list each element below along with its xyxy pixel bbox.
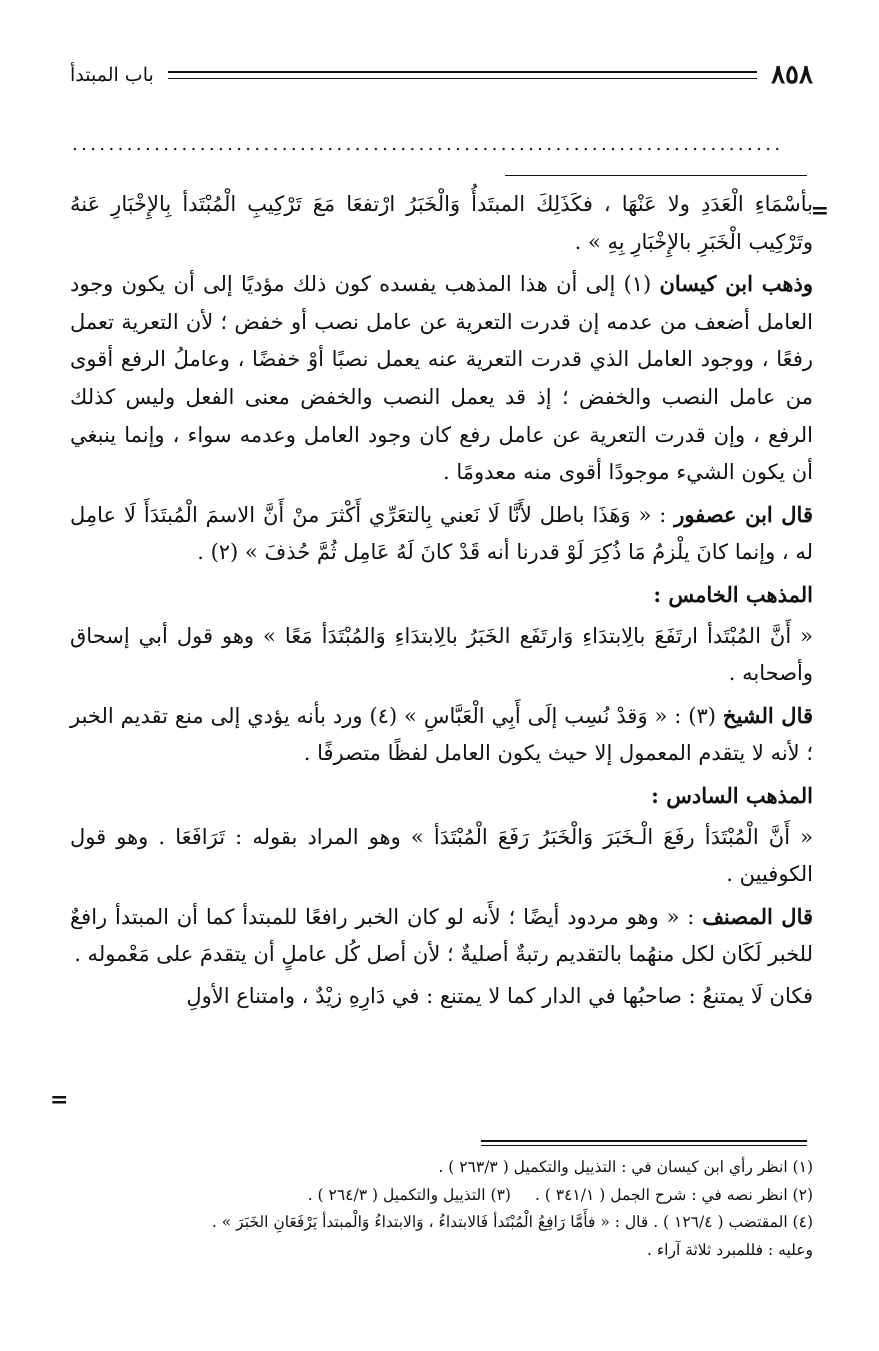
paragraph-text: فكان لَا يمتنعُ : صاحبُها في الدار كما لا يمتنع : في دَارِهِ زيْدٌ ، وامتناع الأولِ xyxy=(186,983,813,1008)
running-header xyxy=(70,58,813,92)
section-heading-fifth: المذهب الخامس : xyxy=(653,581,813,607)
paragraph-text: « أَنَّ المُبْتَدأ ارتَفَعَ بالِابتدَاءِ وَارتَفَع الخَبَرُ بالِابتدَاءِ وَالمُبْتَدَأ مَعًا » وهو قول أبي إسحاق وأصحابه . xyxy=(70,623,813,686)
paragraph-text: : « وهو مردود أيضًا ؛ لأَنه لو كان الخبر رافعًا للمبتدأ كما أن المبتدأ رافعٌ للخبر لَكَان لكل منهُما بالتقديم رتبةٌ أصليةٌ ؛ لأن أصل كُل عاملٍ أن يتقدمَ على مَعْموله . xyxy=(70,904,813,967)
footnote-4-cont: وعليه : فللمبرد ثلاثة آراء . xyxy=(647,1240,813,1259)
footnote-4: (٤) المقتضب ( ١٢٦/٤ ) . قال : « فأَمَّا رَافِعُ الْمُبْتَدأ فَالابتداءُ ، وَالابتداءُ وَالْمبتدأ يَرْفَعَانِ الخَبَرَ » . xyxy=(211,1213,813,1231)
paragraph-ibn-usfur xyxy=(70,496,813,572)
footnote-rule-thin xyxy=(481,1145,807,1146)
footnote-2-3 xyxy=(70,1182,813,1210)
main-text xyxy=(70,186,813,1015)
dotted-separator: .............................................................................. xyxy=(72,134,784,155)
paragraph-text: « أَنَّ الْمُبْتَدَأ رفَعَ الْـخَبَرَ وَالْخَبَرُ رَفَعَ الْمُبْتَدَأ » وهو المراد بقوله : تَرَافَعَا . وهو قول الكوفيين . xyxy=(70,824,813,887)
paragraph-text: (٣) : « وَقدْ نُسِب إلَى أَبِي الْعَبَّاسِ » (٤) ورد بأنه يؤدي إلى منع تقديم الخبر ؛ لأنه لا يتقدم المعمول إلا حيث يكون العامل لفظًا متصرفًا . xyxy=(70,703,813,766)
paragraph-text: (١) إلى أن هذا المذهب يفسده كون ذلك مؤديًا إلى أن يكون وجود العامل أضعف من عدمه إن قدرت التعرية عن عامل نصب أو خفض ؛ لأن التعرية تعمل رفعًا ، ووجود العامل الذي قدرت التعرية عنه يعمل نصبًا أوْ خفضًا ، وعاملُ الرفع أقوى من عامل النصب والخفض ؛ إذ قد يعمل النصب والخفض معنى الفعل وليس كذلك الرفع ، وإن قدرت التعرية عن عامل رفع كان وجود العامل وعدمه سواء ، وإنما ينبغي أن يكون الشيء موجودًا أقوى منه معدومًا . xyxy=(70,272,813,485)
section-heading-sixth: المذهب السادس : xyxy=(651,782,813,808)
paragraph-musannif xyxy=(70,898,813,974)
footnote-1: (١) انظر رأي ابن كيسان في : التذييل والتكميل ( ٢٦٣/٣ ) . xyxy=(438,1158,813,1176)
continuation-mark-bottom: = xyxy=(50,1087,69,1113)
paragraph-lead: قال ابن عصفور xyxy=(674,501,813,527)
paragraph-text: بأسْمَاءِ الْعَدَدِ ولا عَنْهَا ، فكَذَلِكَ المبتَدأُ وَالْخَبَرُ ارْتفعَا مَعَ تَرْكِيبِ الْمُبْتَدأ بِالإِخْبَارِ عَنهُ وتَرْكِيب الْخَبَرِ بالإِخْبَارِ بِهِ » . xyxy=(70,192,813,254)
continuation-rule xyxy=(505,175,807,176)
footnote-2: (٢) انظر نصه في : شرح الجمل ( ٣٤١/١ ) . xyxy=(534,1185,813,1204)
paragraph-sixth-doctrine xyxy=(70,819,813,894)
footnote-3: (٣) التذييل والتكميل ( ٢٦٤/٣ ) . xyxy=(307,1185,511,1204)
paragraph-text: : « وَهَذَا باطل لأَنَّا لَا نَعني بِالتعَرِّي أَكْثرَ منْ أَنَّ الاسمَ الْمُبتَدَأَ لَا عامِل له ، وإنما كانَ يلْزمُ مَا ذُكِرَ لَوْ قدرنا أنه قَدْ كانَ لَهُ عَامِل ثُمَّ حُذفَ » (٢) . xyxy=(70,502,813,565)
paragraph-continued xyxy=(70,186,813,261)
paragraph-lead: وذهب ابن كيسان xyxy=(659,271,813,297)
footnote-rule xyxy=(481,1140,807,1142)
chapter-title: باب المبتدأ xyxy=(70,64,154,86)
paragraph-last-line xyxy=(70,978,813,1016)
footnotes xyxy=(70,1154,813,1264)
paragraph-fifth-doctrine xyxy=(70,618,813,693)
paragraph-shaykh xyxy=(70,697,813,773)
paragraph-lead: قال الشيخ xyxy=(722,702,814,728)
paragraph-lead: قال المصنف xyxy=(702,903,814,929)
continuation-mark-top: = xyxy=(810,198,829,224)
header-rule xyxy=(168,71,757,79)
page-number: ٨٥٨ xyxy=(771,60,813,90)
paragraph-ibn-kaysan xyxy=(70,265,813,492)
